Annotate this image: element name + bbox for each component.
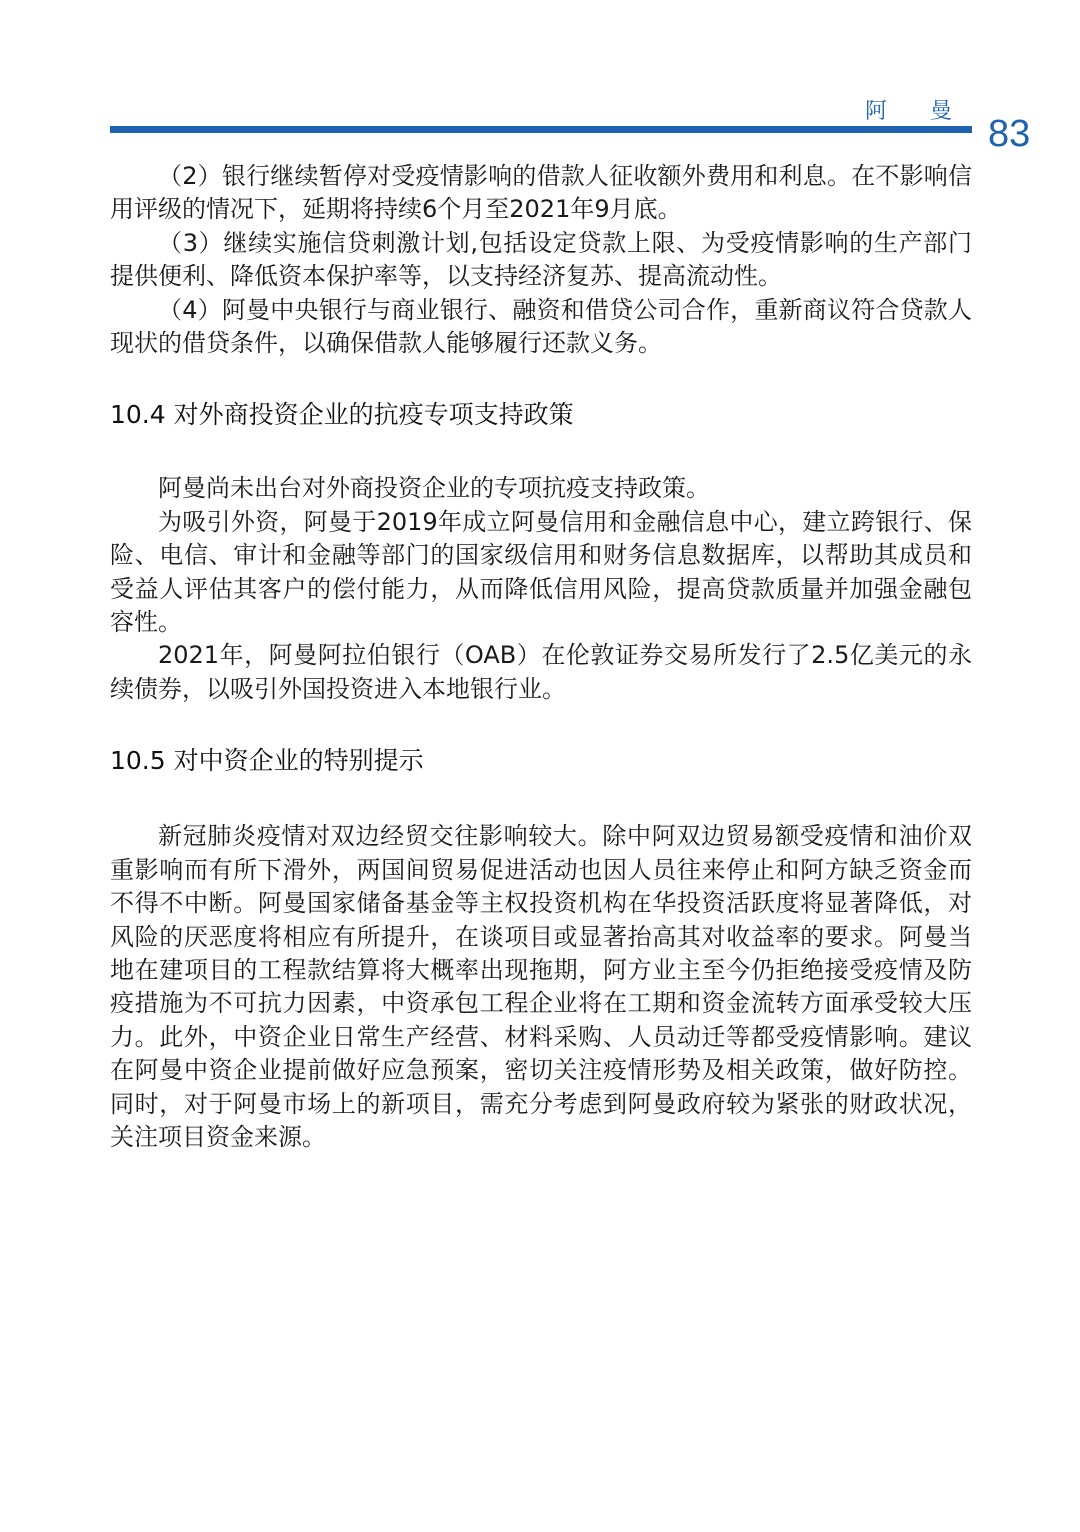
paragraph-item-3: （3）继续实施信贷刺激计划,包括设定贷款上限、为受疫情影响的生产部门提供便利、降低资本保护率等，以支持经济复苏、提高流动性。: [110, 228, 972, 291]
paragraph-10-5-1: 新冠肺炎疫情对双边经贸交往影响较大。除中阿双边贸易额受疫情和油价双重影响而有所下滑外，两国间贸易促进活动也因人员往来停止和阿方缺乏资金而不得不中断。阿曼国家储备基金等主权投资机构在华投资活跃度将显著降低，对风险的厌恶度将相应有所提升，在谈项目或显著抬高其对收益率的要求。阿曼当地在建项目的工程款结算将大概率出现拖期，阿方业主至今仍拒绝接受疫情及防疫措施为不可抗力因素，中资承包工程企业将在工期和资金流转方面承受较大压力。此外，中资企业日常生产经营、材料采购、人员动迁等都受疫情影响。建议在阿曼中资企业提前做好应急预案，密切关注疫情形势及相关政策，做好防控。同时，对于阿曼市场上的新项目，需充分考虑到阿曼政府较为紧张的财政状况，关注项目资金来源。: [110, 822, 972, 1151]
paragraph-10-4-3: 2021年，阿曼阿拉伯银行（OAB）在伦敦证券交易所发行了2.5亿美元的永续债券，以吸引外国投资进入本地银行业。: [110, 641, 972, 703]
running-header-country: 阿 曼: [865, 99, 970, 124]
section-heading-10-4: 10.4 对外商投资企业的抗疫专项支持政策: [110, 400, 574, 430]
section-heading-10-5: 10.5 对中资企业的特别提示: [110, 746, 424, 776]
header-rule: [110, 126, 972, 133]
paragraph-10-4-2: 为吸引外资，阿曼于2019年成立阿曼信用和金融信息中心，建立跨银行、保险、电信、审计和金融等部门的国家级信用和财务信息数据库，以帮助其成员和受益人评估其客户的偿付能力，从而降低信用风险，提高贷款质量并加强金融包容性。: [110, 507, 972, 637]
paragraph-item-4: （4）阿曼中央银行与商业银行、融资和借贷公司合作，重新商议符合贷款人现状的借贷条件，以确保借款人能够履行还款义务。: [110, 295, 972, 358]
page-body: [110, 160, 972, 1154]
page-number: 83: [988, 113, 1031, 155]
paragraph-10-4-1: 阿曼尚未出台对外商投资企业的专项抗疫支持政策。: [158, 474, 710, 503]
paragraph-item-2: （2）银行继续暂停对受疫情影响的借款人征收额外费用和利息。在不影响信用评级的情况下，延期将持续6个月至2021年9月底。: [110, 162, 972, 224]
